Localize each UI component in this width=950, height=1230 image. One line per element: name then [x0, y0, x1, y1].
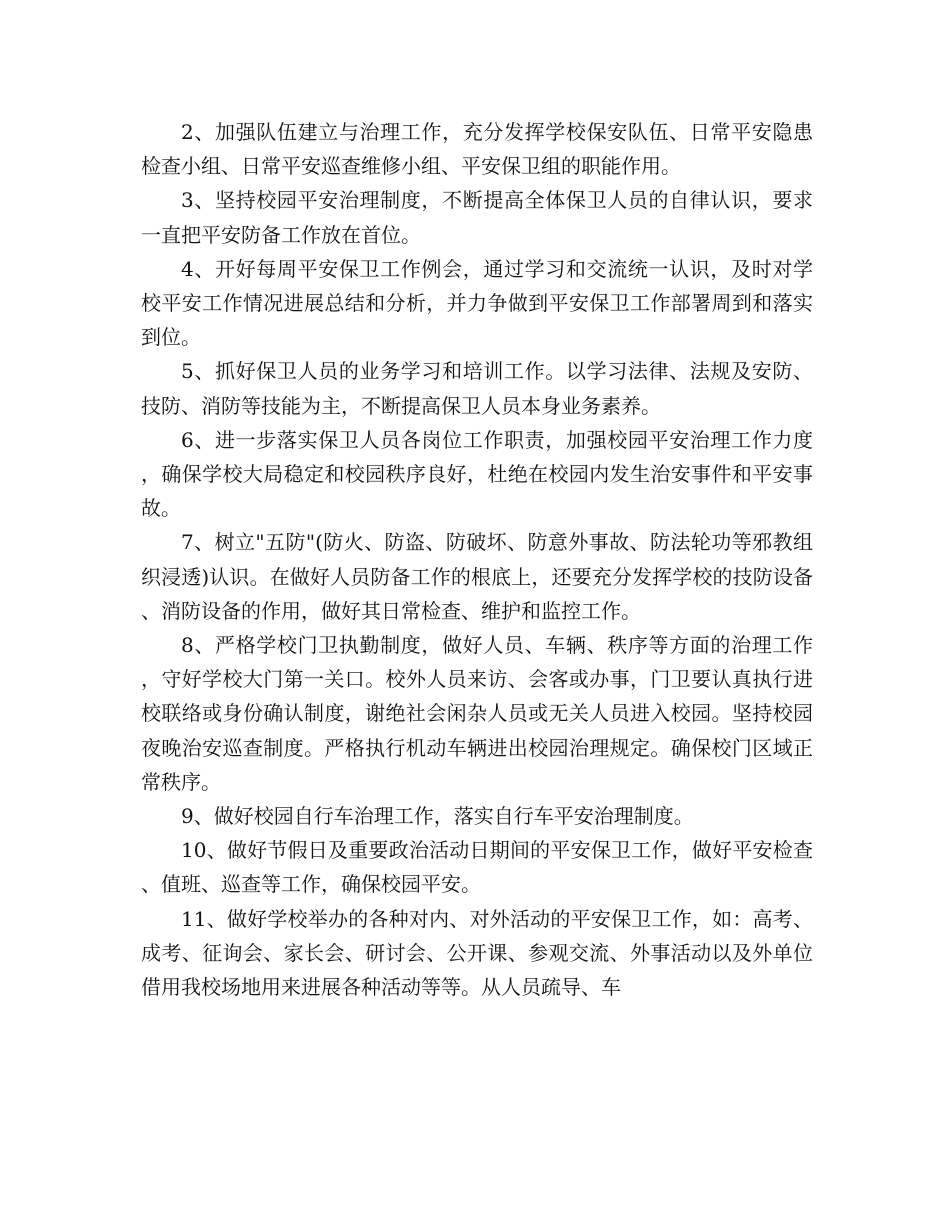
paragraph-item-6: 6、进一步落实保卫人员各岗位工作职责，加强校园平安治理工作力度，确保学校大局稳定和校园秩序良好，杜绝在校园内发生治安事件和平安事故。: [141, 427, 813, 521]
paragraph-item-10: 10、做好节假日及重要政治活动日期间的平安保卫工作，做好平安检查、值班、巡查等工作，确保校园平安。: [141, 838, 813, 897]
paragraph-item-4: 4、开好每周平安保卫工作例会，通过学习和交流统一认识，及时对学校平安工作情况进展总结和分析，并力争做到平安保卫工作部署周到和落实到位。: [141, 256, 813, 350]
paragraph-item-11: 11、做好学校举办的各种对内、对外活动的平安保卫工作，如：高考、成考、征询会、家长会、研讨会、公开课、参观交流、外事活动以及外单位借用我校场地用来进展各种活动等等。从人员疏导、车: [141, 906, 813, 1000]
paragraph-item-3: 3、坚持校园平安治理制度，不断提高全体保卫人员的自律认识，要求一直把平安防备工作放在首位。: [141, 188, 813, 247]
paragraph-item-9: 9、做好校园自行车治理工作，落实自行车平安治理制度。: [181, 804, 694, 829]
paragraph-item-7: 7、树立"五防"(防火、防盗、防破坏、防意外事故、防法轮功等邪教组织浸透)认识。在做好人员防备工作的根底上，还要充分发挥学校的技防设备、消防设备的作用，做好其日常检查、维护和监控工作。: [141, 530, 813, 623]
document-body: [141, 115, 813, 1004]
paragraph-item-2: 2、加强队伍建立与治理工作，充分发挥学校保安队伍、日常平安隐患检查小组、日常平安巡查维修小组、平安保卫组的职能作用。: [141, 120, 813, 179]
paragraph-item-5: 5、抓好保卫人员的业务学习和培训工作。以学习法律、法规及安防、技防、消防等技能为主，不断提高保卫人员本身业务素养。: [141, 359, 813, 418]
paragraph-item-8: 8、严格学校门卫执勤制度，做好人员、车辆、秩序等方面的治理工作，守好学校大门第一关口。校外人员来访、会客或办事，门卫要认真执行进校联络或身份确认制度，谢绝社会闲杂人员或无关人员进入校园。坚持校园夜晚治安巡查制度。严格执行机动车辆进出校园治理规定。确保校门区域正常秩序。: [141, 633, 813, 794]
